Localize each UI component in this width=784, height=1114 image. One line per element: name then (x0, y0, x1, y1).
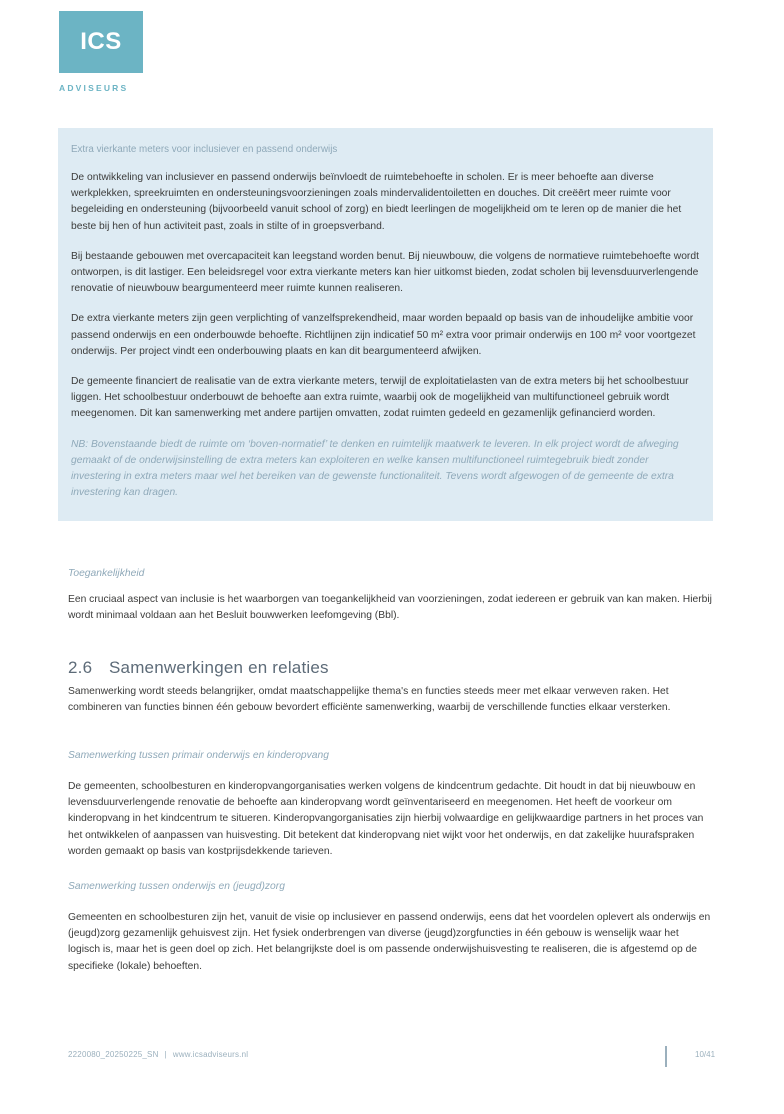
accessibility-paragraph: Een cruciaal aspect van inclusie is het waarborgen van toegankelijkheid van voorzieningen, zodat iedereen er gebruik van kan maken. Hierbij wordt minimaal voldaan aan het Besluit bouwwerken leefomgeving (Bbl). (68, 594, 712, 622)
footer-divider (665, 1046, 667, 1067)
logo-mark (59, 11, 143, 73)
logo-mark-text: ICS (80, 28, 122, 55)
callout-paragraph-2: Bij bestaande gebouwen met overcapaciteit kan leegstand worden benut. Bij nieuwbouw, die volgens de normatieve ruimtebehoefte wordt ontworpen, is dit lastiger. Een beleidsregel voor extra vierkante meters kan hier uitkomst bieden, zodat scholen bij levensduurverlengende renovatie of nieuwbouw beargumenteerd meer ruimte kunnen realiseren. (71, 250, 699, 295)
section-heading (68, 658, 329, 678)
footer-document-ref: 2220080_20250225_SN (68, 1050, 159, 1059)
subblock-2-subheading-block (68, 879, 713, 895)
footer-separator: | (164, 1050, 167, 1059)
footer-page-number: 10/41 (695, 1050, 716, 1059)
subblock-2-paragraph-block (68, 910, 713, 975)
subblock-1-subheading: Samenwerking tussen primair onderwijs en kinderopvang (68, 750, 329, 761)
accessibility-paragraph-block (68, 592, 713, 624)
logo-subtitle: ADVISEURS (59, 83, 129, 93)
callout-paragraph-3: De extra vierkante meters zijn geen verplichting of vanzelfsprekendheid, maar worden bepaald op basis van de inhoudelijke ambitie voor passend onderwijs en een onderbouwde behoefte. Richtlijnen zijn indicatief 50 m² extra voor primair onderwijs en 100 m² voor voortgezet onderwijs. Per project vindt een onderbouwing plaats en kan dit beargumenteerd afwijken. (71, 313, 696, 357)
subblock-2-paragraph: Gemeenten en schoolbesturen zijn het, vanuit de visie op inclusiever en passend onderwijs, eens dat het voordelen oplevert als onderwijs en (jeugd)zorg gezamenlijk gehuisvest zijn. Het fysiek onderbrengen van diverse (jeugd)zorgfuncties in één gebouw is wenselijk waar het logisch is, maar het is geen doel op zich. Het belangrijkste doel is om passende onderwijshuisvesting te realiseren, die is afgestemd op de specifieke (lokale) behoeften. (68, 912, 711, 972)
logo (59, 11, 143, 93)
footer-website[interactable]: www.icsadviseurs.nl (172, 1050, 249, 1059)
section-number: 2.6 (68, 658, 93, 678)
accessibility-subheading: Toegankelijkheid (68, 568, 145, 579)
callout-paragraph-1: De ontwikkeling van inclusiever en passend onderwijs beïnvloedt de ruimtebehoefte in scholen. Er is meer behoefte aan diverse werkplekken, spreekruimten en ondersteuningsvoorzieningen zoals mindervalidentoiletten en douches. Dit creëērt meer ruimte voor begeleiding en ondersteuning (bijvoorbeeld vanuit school of zorg) en biedt leerlingen de mogelijkheid om te leren op de manier die het beste bij hen of hun activiteit past, zoals in stilte of in groepsverband. (71, 172, 682, 232)
subblock-1-paragraph-block (68, 779, 713, 860)
accessibility-subheading-block (68, 566, 713, 582)
page-footer (68, 1046, 716, 1072)
section-title: Samenwerkingen en relaties (109, 658, 329, 678)
subblock-1-paragraph: De gemeenten, schoolbesturen en kinderopvangorganisaties werken volgens de kindcentrum gedachte. Dit houdt in dat bij nieuwbouw en levensduurverlengende renovatie de behoefte aan kinderopvang wordt geïnventariseerd en meegenomen. Het heeft de voorkeur om kinderopvang in het kindcentrum te situeren. Kinderopvangorganisaties zijn hierbij volwaardige en gelijkwaardige partners in het proces van het ontwikkelen of aanpassen van huisvesting. Dit betekent dat kinderopvang niet wijkt voor het onderwijs, en dat zakelijke huurafspraken worden gemaakt op basis van kostprijsdekkende tarieven. (68, 781, 704, 857)
callout-paragraph-4: De gemeente financiert de realisatie van de extra vierkante meters, terwijl de exploitatielasten van de extra meters bij het schoolbestuur liggen. Het schoolbestuur onderbouwt de behoefte aan extra ruimte, waarbij ook de mogelijkheid van multifunctioneel gebruik wordt meegenomen. Dit kan samenwerking met andere partijen omvatten, zodat ruimten gedeeld en gezamenlijk gefinancierd worden. (71, 376, 689, 420)
callout-box (58, 128, 713, 521)
callout-nb-note: NB: Bovenstaande biedt de ruimte om ‘boven-normatief’ te denken en ruimtelijk maatwerk te leveren. In elk project wordt de afweging gemaakt of de onderwijsinstelling de extra meters kan exploiteren en welke kansen multifunctioneel ruimtegebruik biedt zonder investering in extra meters maar wel het bereiken van de gewenste functionaliteit. Tevens wordt afgewogen of de gemeente de extra investering kan dragen. (71, 438, 679, 499)
section-intro-paragraph: Samenwerking wordt steeds belangrijker, omdat maatschappelijke thema's en functies steeds meer met elkaar verweven raken. Het combineren van functies binnen één gebouw bevordert efficiënte samenwerking, waarbij de verschillende functies elkaar versterken. (68, 686, 671, 714)
callout-title: Extra vierkante meters voor inclusiever en passend onderwijs (71, 144, 338, 155)
subblock-2-subheading: Samenwerking tussen onderwijs en (jeugd)zorg (68, 881, 285, 892)
subblock-1-subheading-block (68, 748, 713, 764)
footer-left (68, 1050, 248, 1059)
section-intro-block (68, 684, 713, 716)
